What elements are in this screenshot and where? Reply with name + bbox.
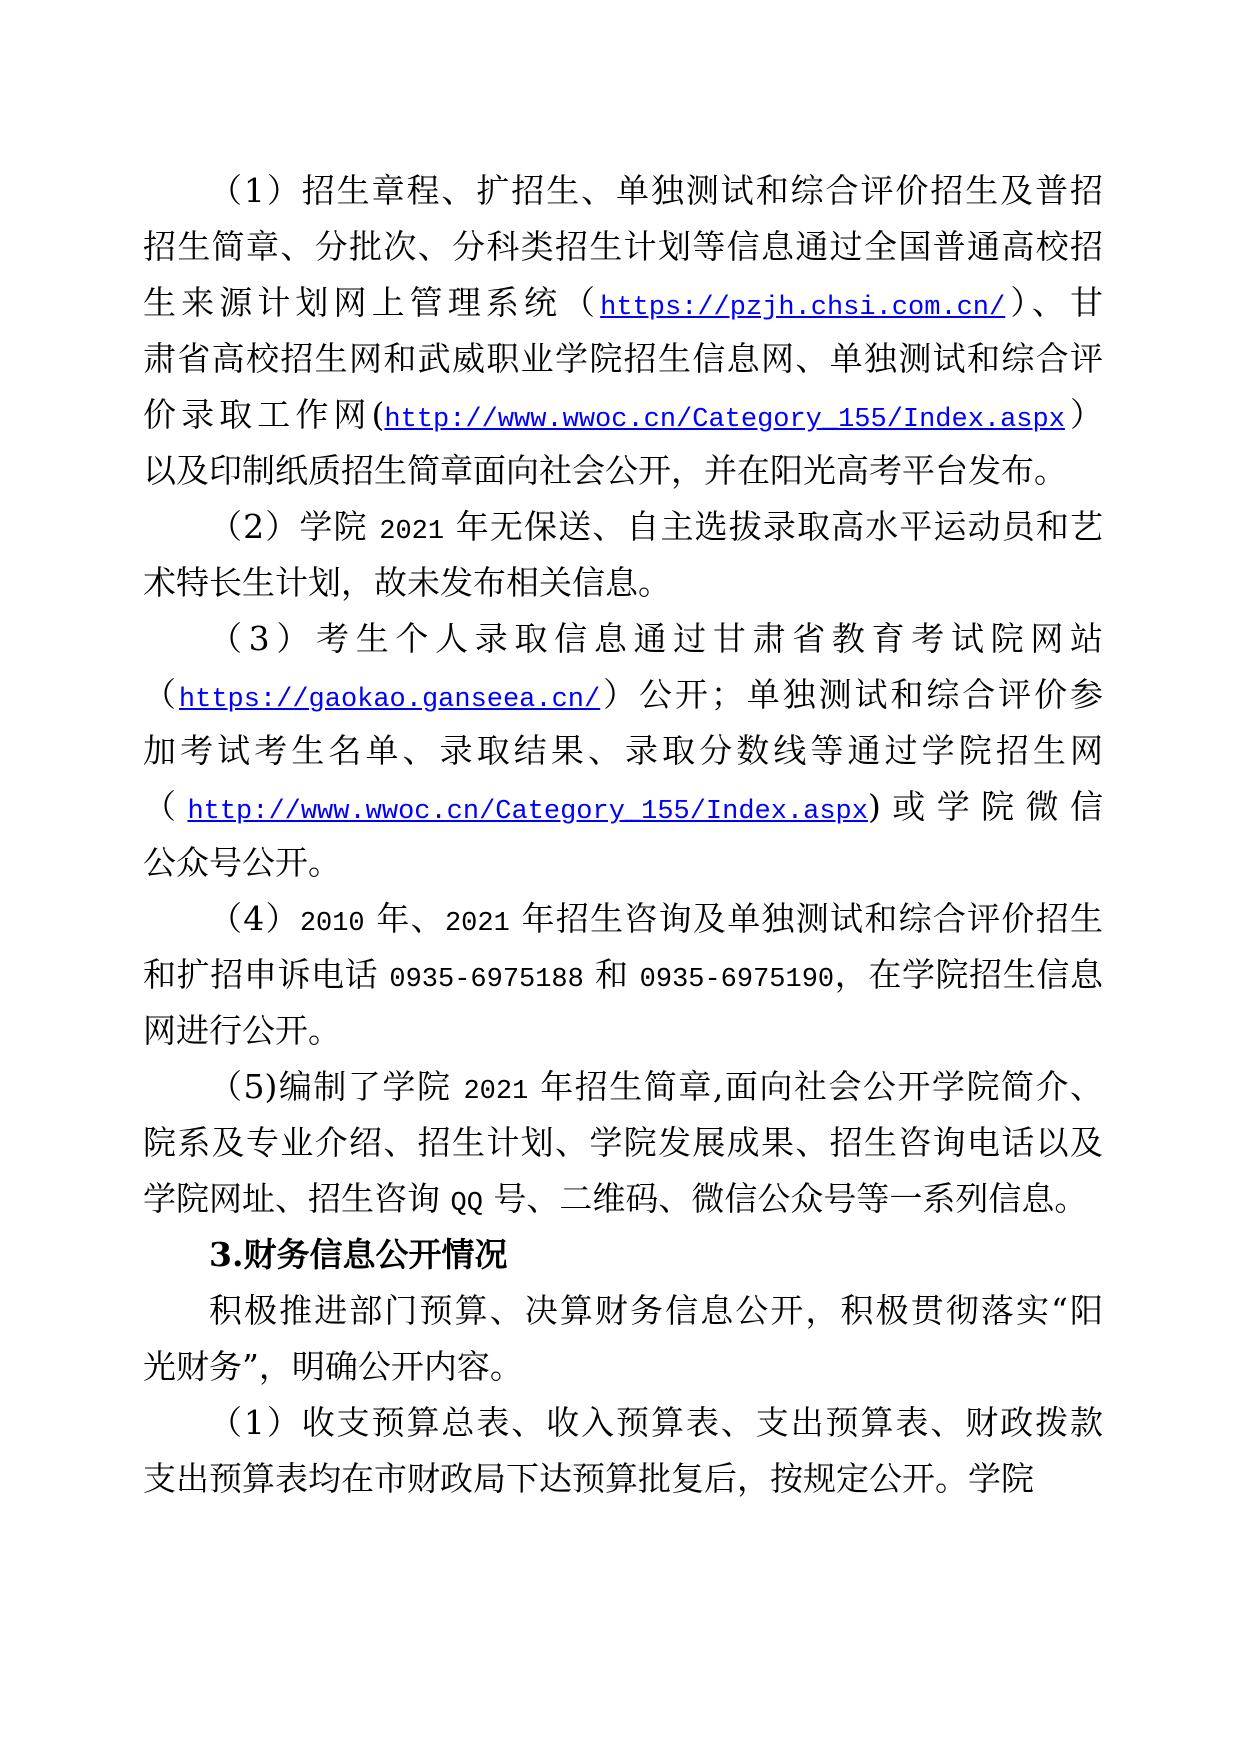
text-line [143,387,1103,443]
text-run: （2）学院 [209,507,380,546]
text-line [143,1395,1103,1451]
text-run: （3）考生个人录取信息通过甘肃省教育考试院网站 [209,619,1103,658]
text-run: )或学院微信 [867,787,1103,826]
text-run: 学院网址、招生咨询 [143,1179,451,1218]
text-run: 2021 [463,1077,529,1107]
text-run: 和扩招申诉电话 [143,955,390,994]
text-run: 号、二维码、微信公众号等一系列信息。 [482,1179,1088,1218]
text-line [143,835,1103,891]
text-run: 价录取工作网( [143,395,385,434]
text-run: 年招生简章,面向社会公开学院简介、 [528,1067,1103,1106]
text-run: ）公开；单独测试和综合评价参 [600,675,1103,714]
text-run: 2021 [379,517,445,547]
text-run: 2021 [444,909,510,939]
text-line [143,891,1103,947]
text-line [143,163,1103,219]
text-line [143,779,1103,835]
text-run: （5)编制了学院 [209,1067,464,1106]
text-run: 年无保送、自主选拔录取高水平运动员和艺 [444,507,1103,546]
text-line [143,611,1103,667]
text-line [143,723,1103,779]
text-run: （4） [209,899,300,938]
text-run: 2010 [299,909,365,939]
text-run: 0935-6975190 [639,965,835,995]
text-run: 网进行公开。 [143,1011,341,1050]
text-run: 积极推进部门预算、决算财务信息公开，积极贯彻落实“阳 [209,1291,1103,1330]
text-run: ，在学院招生信息 [834,955,1103,994]
hyperlink[interactable]: http://www.wwoc.cn/Category_155/Index.aspx [384,405,1065,435]
hyperlink[interactable]: https://gaokao.ganseea.cn/ [178,685,601,715]
text-line [143,1171,1103,1227]
text-run: 招生简章、分批次、分科类招生计划等信息通过全国普通高校招 [143,227,1103,266]
text-line [143,1059,1103,1115]
text-run: 公众号公开。 [143,843,341,882]
text-run: 肃省高校招生网和武威职业学院招生信息网、单独测试和综合评 [143,339,1103,378]
text-run: 以及印制纸质招生简章面向社会公开，并在阳光高考平台发布。 [143,451,1067,490]
text-line [143,499,1103,555]
text-run: （ [143,787,188,826]
text-line [143,1003,1103,1059]
text-run: 支出预算表均在市财政局下达预算批复后，按规定公开。学院 [143,1459,1034,1498]
text-run: 0935-6975188 [389,965,584,995]
text-run: 3.财务信息公开情况 [209,1235,508,1274]
document-content [143,163,1103,1507]
text-run: 年、 [364,899,445,938]
text-line [143,667,1103,723]
text-line [143,1451,1103,1507]
hyperlink[interactable]: https://pzjh.chsi.com.cn/ [600,293,1006,323]
text-run: ）、甘 [1005,283,1103,322]
text-line [143,555,1103,611]
text-line [143,443,1103,499]
section-heading [143,1227,1103,1283]
text-run: （1）招生章程、扩招生、单独测试和综合评价招生及普招 [209,171,1103,210]
text-line [143,1283,1103,1339]
text-run: 院系及专业介绍、招生计划、学院发展成果、招生咨询电话以及 [143,1123,1103,1162]
text-run: 加考试考生名单、录取结果、录取分数线等通过学院招生网 [143,731,1103,770]
text-line [143,219,1103,275]
text-run: 光财务”，明确公开内容。 [143,1347,523,1386]
text-run: QQ [450,1189,483,1219]
text-run: 生来源计划网上管理系统（ [143,283,601,322]
text-line [143,275,1103,331]
text-run: （1）收支预算总表、收入预算表、支出预算表、财政拨款 [209,1403,1103,1442]
text-run: ） [1064,395,1103,434]
text-line [143,947,1103,1003]
hyperlink[interactable]: http://www.wwoc.cn/Category_155/Index.aspx [187,797,868,827]
text-line [143,1339,1103,1395]
text-run: 年招生咨询及单独测试和综合评价招生 [509,899,1103,938]
text-line [143,1115,1103,1171]
text-run: 术特长生计划，故未发布相关信息。 [143,563,671,602]
text-run: 和 [583,955,640,994]
text-run: （ [143,675,179,714]
text-line [143,331,1103,387]
